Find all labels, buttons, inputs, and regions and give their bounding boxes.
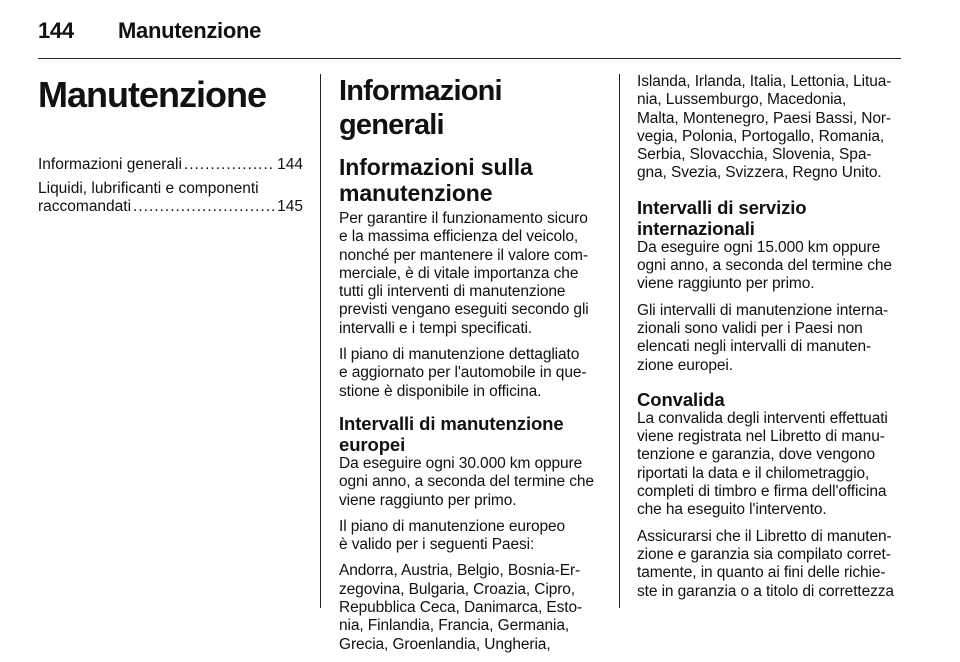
toc-entry-label-cont: raccomandati <box>38 198 132 215</box>
paragraph: Gli intervalli di manutenzione interna- zionali sono validi per i Paesi non elencati negli intervalli di manuten- zione europei. <box>637 301 889 374</box>
toc-entry[interactable] <box>38 156 303 174</box>
toc-leader <box>184 156 275 174</box>
toc-entry-label: Liquidi, lubrificanti e componenti <box>38 180 259 197</box>
heading-validation: Convalida <box>637 388 725 410</box>
content-column-3 <box>637 60 903 609</box>
toc-entry-label: Informazioni generali <box>38 156 182 173</box>
paragraph: Da eseguire ogni 15.000 km oppure ogni anno, a seconda del termine che viene raggiunto per primo. <box>637 238 892 293</box>
header-rule <box>38 58 901 59</box>
paragraph: Il piano di manutenzione europeo è valido per i seguenti Paesi: <box>339 517 566 554</box>
running-title: Manutenzione <box>118 18 262 43</box>
page-number: 144 <box>38 18 74 43</box>
toc-entry-page: 145 <box>277 198 303 215</box>
toc-column <box>38 60 303 222</box>
paragraph: Il piano di manutenzione dettagliato e aggiornato per l'automobile in que- stione è disponibile in officina. <box>339 346 587 400</box>
content-column-2 <box>339 60 604 662</box>
paragraph: La convalida degli interventi effettuati viene registrata nel Libretto di manu- tenzione e garanzia, dove vengono riportati la data e il chilometraggio, completi di timbro e firma dell'officina che ha eseguito l'intervento. <box>637 409 888 519</box>
column-divider <box>619 74 620 608</box>
paragraph: Assicurarsi che il Libretto di manuten- zione e garanzia sia compilato corret- tamente, in quanto ai fini delle richie- ste in garanzia o a titolo di correttezza <box>637 527 894 600</box>
section-title: Informazioni generali <box>339 75 502 141</box>
heading-intl-intervals: Intervalli di servizio internazionali <box>637 196 807 239</box>
heading-eu-intervals: Intervalli di manutenzione europei <box>339 412 564 455</box>
paragraph: Per garantire il funzionamento sicuro e la massima efficienza del veicolo, nonché per mantenere il valore com- merciale, è di vitale importanza che tutti gli interventi di manutenzione previsti vengano eseguiti secondo gli intervalli e i tempi specificati. <box>339 210 589 337</box>
column-divider <box>320 74 321 608</box>
heading-info: Informazioni sulla manutenzione <box>339 154 533 206</box>
paragraph: Da eseguire ogni 30.000 km oppure ogni anno, a seconda del termine che viene raggiunto per primo. <box>339 454 594 509</box>
chapter-title: Manutenzione <box>38 74 266 115</box>
toc-entry[interactable] <box>38 180 303 216</box>
paragraph-country-list: Andorra, Austria, Belgio, Bosnia-Er- zegovina, Bulgaria, Croazia, Cipro, Repubblica Ceca, Danimarca, Esto- nia, Finlandia, Francia, Germania, Grecia, Groenlandia, Ungheria, <box>339 562 583 653</box>
toc-entry-page: 144 <box>277 156 303 173</box>
toc-leader <box>133 198 275 216</box>
paragraph-country-list-cont: Islanda, Irlanda, Italia, Lettonia, Litua- nia, Lussemburgo, Macedonia, Malta, Montenegro, Paesi Bassi, Nor- vegia, Polonia, Portogallo, Romania, Serbia, Slovacchia, Slovenia, Spa- gna, Svezia, Svizzera, Regno Unito. <box>637 73 892 182</box>
